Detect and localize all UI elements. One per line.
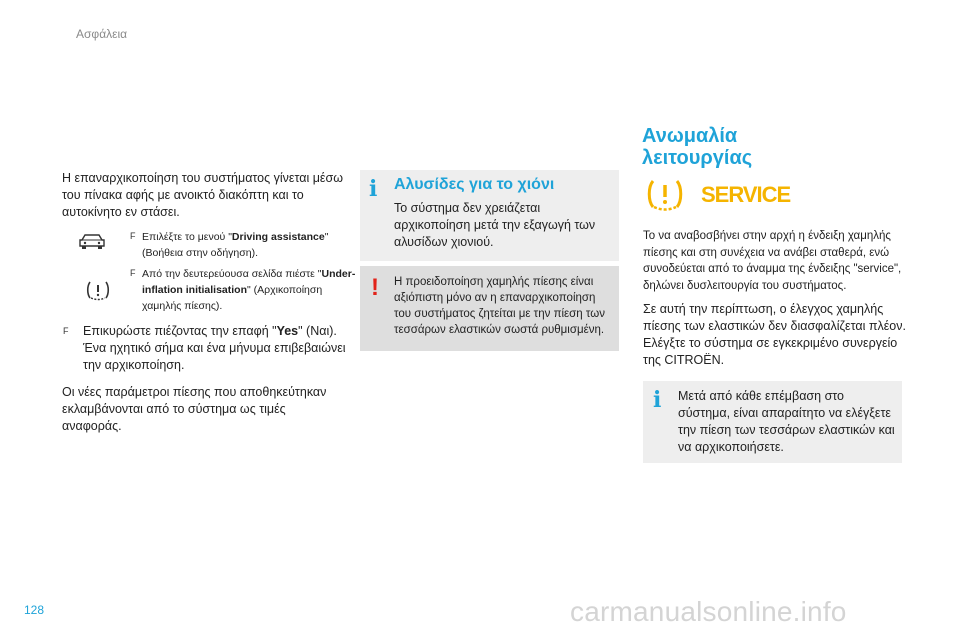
bullet-arrow-icon: F bbox=[63, 326, 69, 336]
bullet-arrow-icon: F bbox=[130, 231, 136, 241]
watermark: carmanualsonline.info bbox=[570, 596, 847, 627]
tire-pressure-icon bbox=[85, 279, 111, 301]
intro-paragraph: Η επαναρχικοποίηση του συστήματος γίνεται μέσω του πίνακα αφής με ανοικτό διακόπτη και το αυτοκίνητο εν στάσει. bbox=[62, 171, 343, 219]
malfunction-title: Ανωμαλία λειτουργίας bbox=[642, 125, 753, 169]
service-warning-icon: SERVICE bbox=[701, 182, 791, 207]
step-confirm: Επικυρώστε πιέζοντας την επαφή "Yes" (Ναι). Ένα ηχητικό σήμα και ένα μήνυμα επιβεβαιώνει την αρχικοποίηση. bbox=[83, 324, 346, 372]
info-icon: i bbox=[369, 176, 378, 202]
bullet-arrow-icon: F bbox=[130, 268, 136, 278]
step-under-inflation: Από την δευτερεύουσα σελίδα πιέστε "Under-inflation initialisation" (Αρχικοποίηση χαμηλής πίεσης). bbox=[142, 268, 356, 312]
under-inflation-label: Under-inflation initialisation bbox=[142, 268, 356, 296]
driving-assistance-label: Driving assistance bbox=[231, 231, 325, 243]
yes-label: Yes bbox=[276, 324, 299, 338]
warning-icon: ! bbox=[371, 274, 379, 301]
warning-text: Η προειδοποίηση χαμηλής πίεσης είναι αξιόπιστη μόνο αν η επαναρχικοποίηση του συστήματος ζητείται με την πίεση των τεσσάρων ελαστικών σωστά ρυθμισμένη. bbox=[394, 276, 605, 336]
car-icon bbox=[78, 232, 106, 250]
snow-chains-text: Το σύστημα δεν χρειάζεται αρχικοποίηση μετά την εξαγωγή των αλυσίδων χιονιού. bbox=[394, 201, 596, 249]
section-header: Ασφάλεια bbox=[76, 27, 128, 41]
info-box-text: Μετά από κάθε επέμβαση στο σύστημα, είναι απαραίτητο να ελέγξετε την πίεση των τεσσάρων ελαστικών και να αρχικοποιήσετε. bbox=[678, 389, 895, 454]
malfunction-description: Το να αναβοσβήνει στην αρχή η ένδειξη χαμηλής πίεσης και στη συνέχεια να ανάβει σταθερά, ενώ συνοδεύεται από το άναμμα της ένδειξης "service", δηλώνει δυσλειτουργία του συστήματος. bbox=[643, 230, 902, 292]
info-icon: i bbox=[653, 387, 662, 413]
page-number: 128 bbox=[24, 603, 45, 617]
snow-chains-title: Αλυσίδες για το χιόνι bbox=[394, 176, 555, 193]
tire-pressure-warning-icon bbox=[645, 177, 685, 213]
closing-paragraph: Οι νέες παράμετροι πίεσης που αποθηκεύτηκαν εκλαμβάνονται από το σύστημα ως τιμές αναφοράς. bbox=[62, 385, 327, 433]
malfunction-advice: Σε αυτή την περίπτωση, ο έλεγχος χαμηλής πίεσης των ελαστικών δεν διασφαλίζεται πλέον. Ελέγξτε το σύστημα σε εγκεκριμένο συνεργείο της CITROËN. bbox=[643, 302, 906, 367]
step-select-menu: Επιλέξτε το μενού "Driving assistance" (Βοήθεια στην οδήγηση). bbox=[142, 231, 329, 259]
